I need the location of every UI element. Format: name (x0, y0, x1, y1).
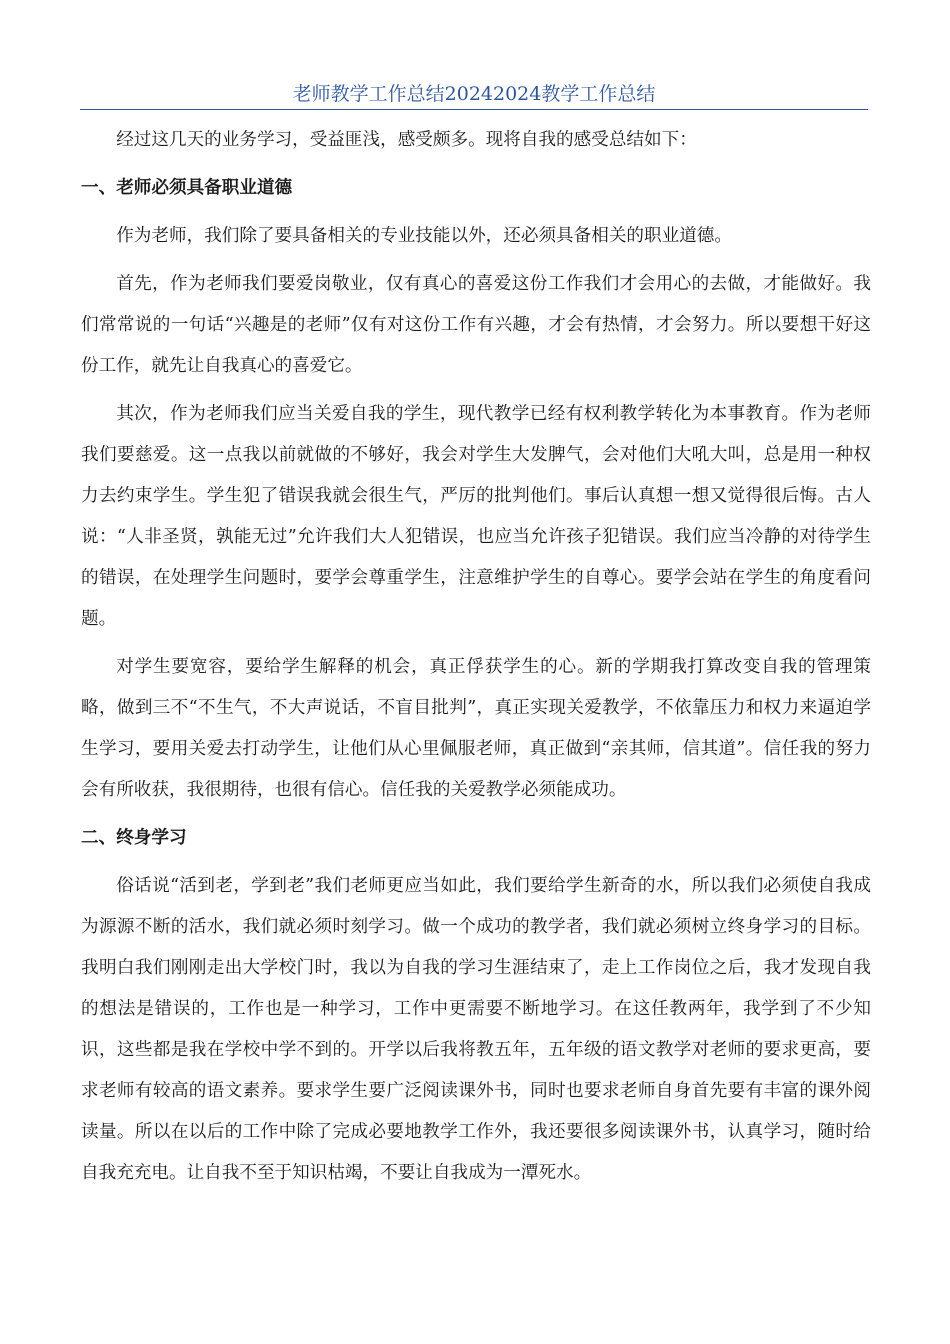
paragraph: 其次，作为老师我们应当关爱自我的学生，现代教学已经有权利教学转化为本事教育。作为老师我们要慈爱。这一点我以前就做的不够好，我会对学生大发脾气，会对他们大吼大叫，总是用一种权力去约束学生。学生犯了错误我就会很生气，严厉的批判他们。事后认真想一想又觉得很后悔。古人说：“人非圣贤，孰能无过”允许我们大人犯错误，也应当允许孩子犯错误。我们应当冷静的对待学生的错误，在处理学生问题时，要学会尊重学生，注意维护学生的自尊心。要学会站在学生的角度看问题。 (81, 404, 871, 629)
paragraph: 作为老师，我们除了要具备相关的专业技能以外，还必须具备相关的职业道德。 (116, 226, 732, 246)
intro-paragraph: 经过这几天的业务学习，受益匪浅，感受颇多。现将自我的感受总结如下： (116, 130, 697, 150)
paragraph: 对学生要宽容，要给学生解释的机会，真正俘获学生的心。新的学期我打算改变自我的管理策略，做到三不“不生气，不大声说话，不盲目批判”，真正实现关爱教学，不依靠压力和权力来逼迫学生学习，要用关爱去打动学生，让他们从心里佩服老师，真正做到“亲其师，信其道”。信任我的努力会有所收获，我很期待，也很有信心。信任我的关爱教学必须能成功。 (81, 657, 871, 800)
paragraph: 俗话说“活到老，学到老”我们老师更应当如此，我们要给学生新奇的水，所以我们必须使自我成为源源不断的活水，我们就必须时刻学习。做一个成功的教学者，我们就必须树立终身学习的目标。我明白我们刚刚走出大学校门时，我以为自我的学习生涯结束了，走上工作岗位之后，我才发现自我的想法是错误的，工作也是一种学习，工作中更需要不断地学习。在这任教两年，我学到了不少知识，这些都是我在学校中学不到的。开学以后我将教五年，五年级的语文教学对老师的要求更高，要求老师有较高的语文素养。要求学生要广泛阅读课外书，同时也要求老师自身首先要有丰富的课外阅读量。所以在以后的工作中除了完成必要地教学工作外，我还要很多阅读课外书，认真学习，随时给自我充充电。让自我不至于知识枯竭，不要让自我成为一潭死水。 (81, 876, 871, 1183)
page-header-title: 老师教学工作总结20242024教学工作总结 (292, 83, 656, 105)
section-heading-2: 二、终身学习 (81, 828, 187, 848)
header-divider (80, 109, 868, 110)
paragraph: 首先，作为老师我们要爱岗敬业，仅有真心的喜爱这份工作我们才会用心的去做，才能做好。我们常常说的一句话“兴趣是的老师”仅有对这份工作有兴趣，才会有热情，才会努力。所以要想干好这份工作，就先让自我真心的喜爱它。 (81, 274, 871, 376)
section-heading-1: 一、老师必须具备职业道德 (81, 178, 293, 198)
document-body (81, 120, 871, 1194)
